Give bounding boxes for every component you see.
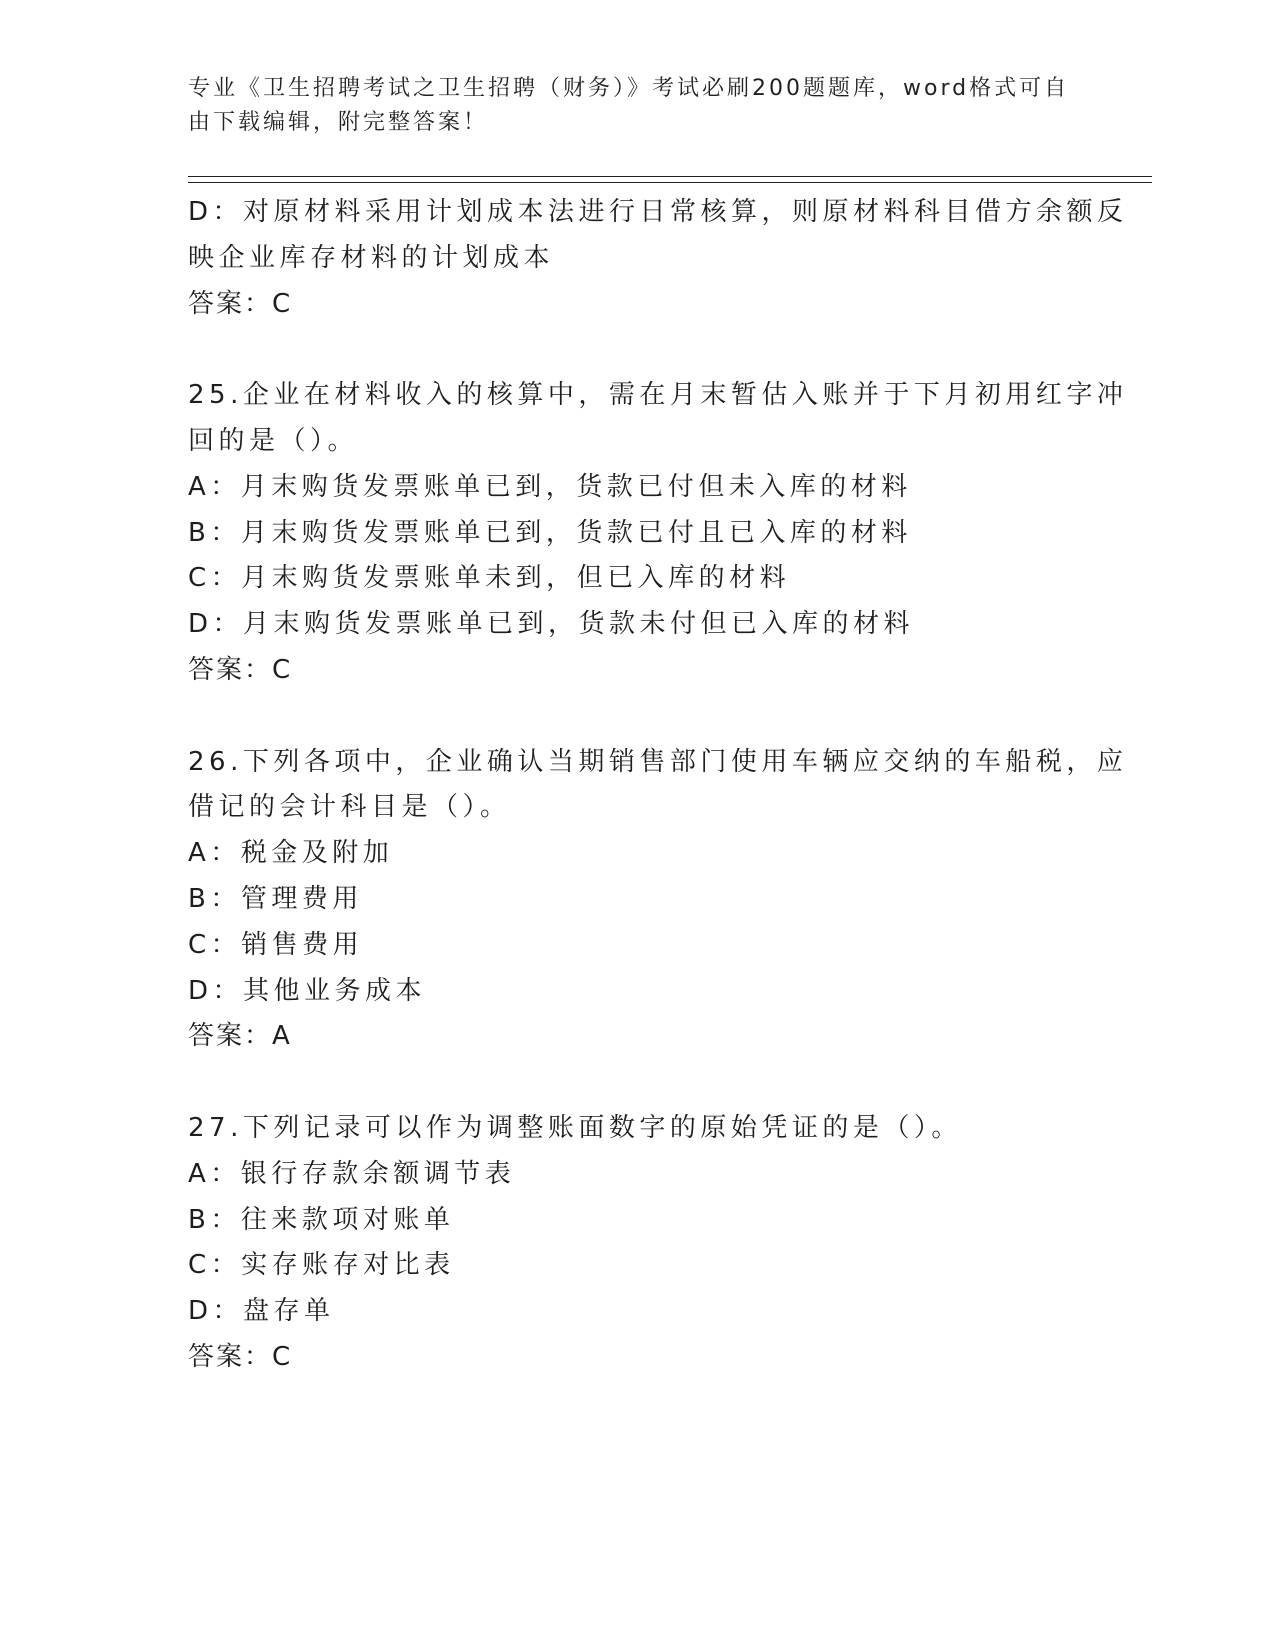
question-stem: 27.下列记录可以作为调整账面数字的原始凭证的是（）。: [188, 1112, 962, 1143]
option-b: B：往来款项对账单: [188, 1204, 455, 1235]
option-c: C：销售费用: [188, 929, 364, 960]
question-stem: 26.下列各项中，企业确认当期销售部门使用车辆应交纳的车船税，应: [188, 746, 1128, 777]
question-block-27: [188, 1106, 1088, 1381]
answer: 答案：C: [188, 654, 293, 685]
question-block-25: [188, 373, 1128, 694]
option-b: B：月末购货发票账单已到，货款已付且已入库的材料: [188, 517, 912, 548]
option-b: B：管理费用: [188, 883, 363, 914]
spacer: [188, 327, 1088, 373]
question-stem: 回的是（）。: [188, 425, 359, 456]
option-d: D：其他业务成本: [188, 975, 427, 1006]
option-c: C：月末购货发票账单未到，但已入库的材料: [188, 563, 791, 594]
question-content: [188, 190, 1128, 1381]
question-block-26: [188, 740, 1128, 1061]
prev-option-d-line-1: D：对原材料采用计划成本法进行日常核算，则原材料科目借方余额反: [188, 197, 1128, 227]
option-c: C：实存账存对比表: [188, 1250, 455, 1281]
header-divider-top: [188, 176, 1152, 177]
option-a: A：税金及附加: [188, 838, 394, 869]
option-a: A：月末购货发票账单已到，货款已付但未入库的材料: [188, 471, 912, 502]
header-line-2: 由下载编辑，附完整答案！: [188, 110, 489, 135]
header-divider-bottom: [188, 182, 1152, 183]
answer: 答案：A: [188, 1021, 292, 1052]
header-line-1: 专业《卫生招聘考试之卫生招聘（财务）》考试必刷200题题库，word格式可自: [188, 76, 1070, 101]
option-a: A：银行存款余额调节表: [188, 1158, 516, 1189]
spacer: [188, 1060, 1088, 1106]
prev-answer: 答案：C: [188, 288, 293, 319]
answer: 答案：C: [188, 1341, 293, 1372]
question-stem: 25.企业在材料收入的核算中，需在月末暂估入账并于下月初用红字冲: [188, 380, 1128, 411]
question-stem: 借记的会计科目是（）。: [188, 792, 511, 823]
document-header: [188, 72, 1088, 140]
spacer: [188, 694, 1088, 740]
option-d: D：盘存单: [188, 1296, 335, 1327]
option-d: D：月末购货发票账单已到，货款未付但已入库的材料: [188, 609, 915, 640]
prev-option-d-line-2: 映企业库存材料的计划成本: [188, 242, 555, 273]
